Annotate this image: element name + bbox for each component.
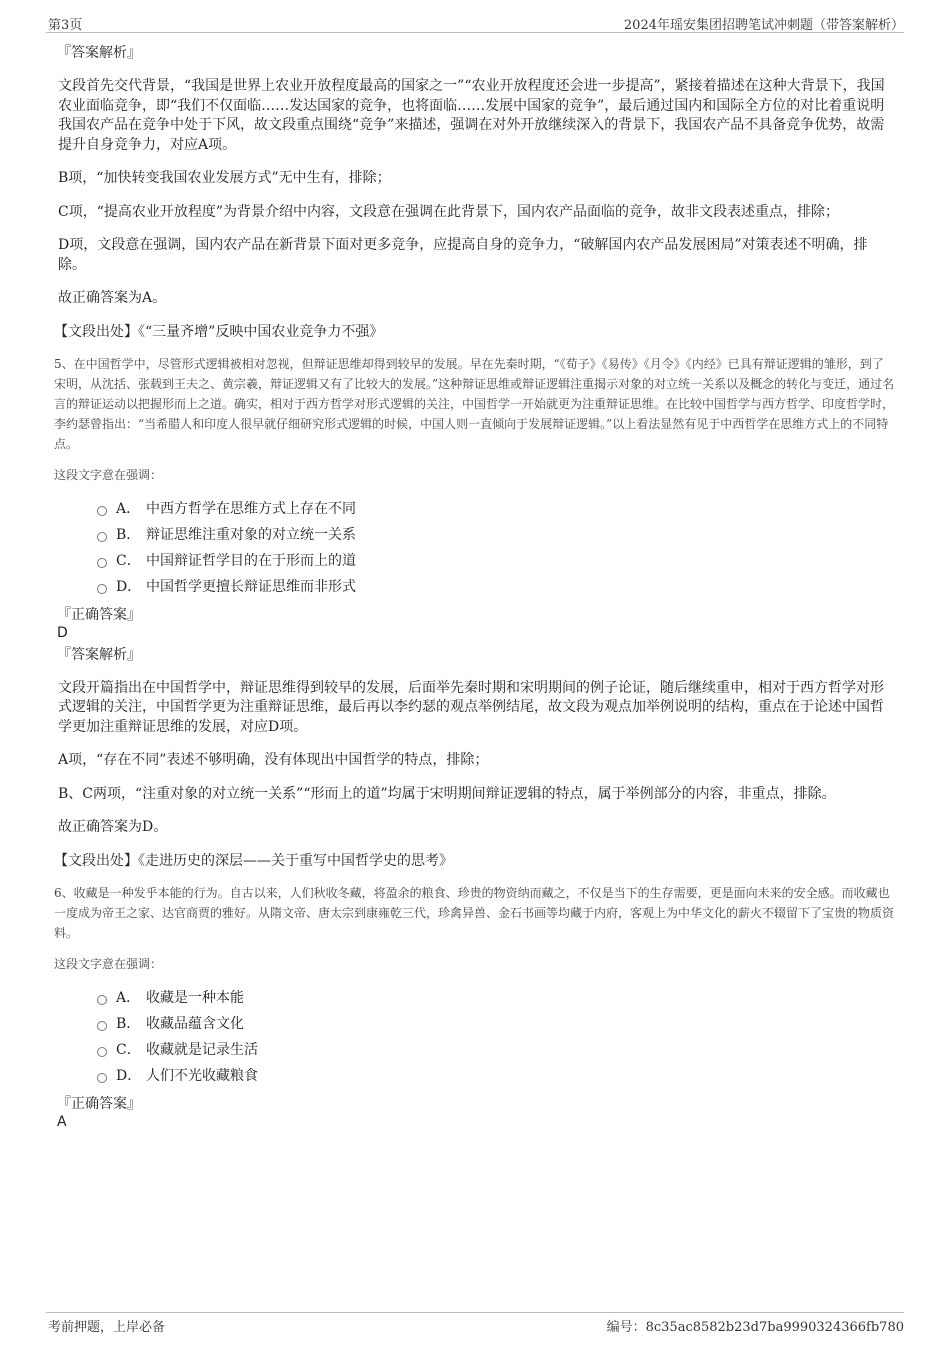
q5-analysis-para: 故正确答案为D。	[58, 819, 168, 835]
radio-icon[interactable]	[97, 506, 107, 516]
option-text: 中西方哲学在思维方式上存在不同	[146, 500, 356, 517]
q5-answer: D	[57, 624, 68, 641]
q5-stem: 这段文字意在强调：	[54, 467, 163, 482]
footer-serial: 编号：8c35ac8582b23d7ba9990324366fb780	[606, 1320, 904, 1335]
radio-icon[interactable]	[97, 1073, 107, 1083]
radio-icon[interactable]	[97, 584, 107, 594]
option-text: 收藏就是记录生活	[146, 1041, 258, 1058]
q4-analysis-para: B项，“加快转变我国农业发展方式”无中生有，排除；	[58, 170, 391, 186]
q6-options	[97, 985, 895, 1089]
radio-icon[interactable]	[97, 1021, 107, 1031]
q6-answer: A	[57, 1113, 67, 1130]
option-letter: B．	[116, 526, 141, 543]
radio-icon[interactable]	[97, 532, 107, 542]
q5-analysis-label: 『答案解析』	[57, 646, 141, 663]
page-footer	[46, 1312, 904, 1333]
page-number: 第3页	[48, 18, 83, 33]
page-content	[54, 44, 895, 1135]
option-letter: A．	[116, 500, 141, 517]
footer-slogan: 考前押题，上岸必备	[48, 1320, 166, 1335]
option-letter: B．	[116, 1015, 141, 1032]
q4-analysis-para: D项，文段意在强调，国内农产品在新背景下面对更多竞争，应提高自身的竞争力，“破解国内农产品发展困局”对策表述不明确，排除。	[58, 237, 868, 273]
q5-option-b[interactable]	[97, 522, 895, 548]
q6-option-a[interactable]	[97, 985, 895, 1011]
q5-option-c[interactable]	[97, 548, 895, 574]
q5-option-d[interactable]	[97, 574, 895, 600]
radio-icon[interactable]	[97, 995, 107, 1005]
q6-stem: 这段文字意在强调：	[54, 956, 163, 971]
q5-analysis-para: A项，“存在不同”表述不够明确，没有体现出中国哲学的特点，排除；	[58, 752, 489, 768]
option-text: 中国辩证哲学目的在于形而上的道	[146, 552, 356, 569]
q5-answer-label: 『正确答案』	[57, 606, 141, 623]
document-title: 2024年瑶安集团招聘笔试冲刺题（带答案解析）	[623, 18, 904, 33]
q4-source: 【文段出处】《“三量齐增”反映中国农业竞争力不强》	[54, 323, 384, 340]
q4-analysis-para: C项，“提高农业开放程度”为背景介绍中内容，文段意在强调在此背景下，国内农产品面临的竞争，故非文段表述重点，排除；	[58, 203, 840, 220]
q5-option-a[interactable]	[97, 496, 895, 522]
q6-option-d[interactable]	[97, 1063, 895, 1089]
q6-option-b[interactable]	[97, 1011, 895, 1037]
option-letter: D．	[116, 1067, 142, 1084]
q4-analysis-para: 故正确答案为A。	[58, 290, 167, 306]
option-text: 辩证思维注重对象的对立统一关系	[146, 526, 356, 543]
q6-text: 6、收藏是一种发乎本能的行为。自古以来，人们秋收冬藏，将盈余的粮食、珍贵的物资纳而藏之，不仅是当下的生存需要，更是面向未来的安全感。而收藏也一度成为帝王之家、达官商贾的雅好。从隋文帝、唐太宗到康雍乾三代，珍禽异兽、金石书画等均藏于内府，客观上为中华文化的薪火不辍留下了宝贵的物质资料。	[54, 885, 895, 940]
page-header	[46, 14, 904, 33]
option-text: 收藏品蕴含文化	[146, 1015, 244, 1032]
q5-source: 【文段出处】《走进历史的深层——关于重写中国哲学史的思考》	[54, 852, 453, 869]
option-text: 中国哲学更擅长辩证思维而非形式	[146, 578, 356, 595]
q5-options	[97, 496, 895, 600]
option-letter: D．	[116, 578, 142, 595]
option-text: 人们不光收藏粮食	[146, 1067, 258, 1084]
q5-text: 5、在中国哲学中，尽管形式逻辑被相对忽视，但辩证思维却得到较早的发展。早在先秦时期，“《荀子》《易传》《月令》《内经》已具有辩证逻辑的雏形，到了宋明，从沈括、张载到王夫之、黄宗羲，辩证逻辑又有了比较大的发展。”这种辩证思维或辩证逻辑注重揭示对象的对立统一关系以及概念的转化与变迁，通过名言的辩证运动以把握形而上之道。确实，相对于西方哲学对形式逻辑的关注，中国哲学一开始就更为注重辩证思维。在比较中国哲学与西方哲学、印度哲学时，李约瑟曾指出：“当希腊人和印度人很早就仔细研究形式逻辑的时候，中国人则一直倾向于发展辩证逻辑。”以上看法显然有见于中西哲学在思维方式上的不同特点。	[54, 356, 895, 451]
q5-analysis-para: 文段开篇指出在中国哲学中，辩证思维得到较早的发展，后面举先秦时期和宋明期间的例子论证，随后继续重申，相对于西方哲学对形式逻辑的关注，中国哲学更为注重辩证思维，最后再以李约瑟的观点举例结尾，故文段为观点加举例说明的结构，重点在于论述中国哲学更加注重辩证思维的发展，对应D项。	[58, 679, 884, 735]
radio-icon[interactable]	[97, 558, 107, 568]
option-text: 收藏是一种本能	[146, 989, 244, 1006]
option-letter: A．	[116, 989, 141, 1006]
option-letter: C．	[116, 552, 141, 569]
q4-analysis-para: 文段首先交代背景，“我国是世界上农业开放程度最高的国家之一”“农业开放程度还会进一步提高”，紧接着描述在这种大背景下，我国农业面临竞争，即“我们不仅面临……发达国家的竞争，也将面临……发展中国家的竞争”，最后通过国内和国际全方位的对比着重说明我国农产品在竞争中处于下风，故文段重点围绕“竞争”来描述，强调在对外开放继续深入的背景下，我国农产品不具备竞争优势，故需提升自身竞争力，对应A项。	[58, 78, 885, 153]
q6-answer-label: 『正确答案』	[57, 1095, 141, 1112]
radio-icon[interactable]	[97, 1047, 107, 1057]
q5-analysis-para: B、C两项，“注重对象的对立统一关系”“形而上的道”均属于宋明期间辩证逻辑的特点，属于举例部分的内容，非重点，排除。	[58, 785, 836, 802]
option-letter: C．	[116, 1041, 141, 1058]
q6-option-c[interactable]	[97, 1037, 895, 1063]
q4-analysis-label: 『答案解析』	[57, 45, 141, 61]
